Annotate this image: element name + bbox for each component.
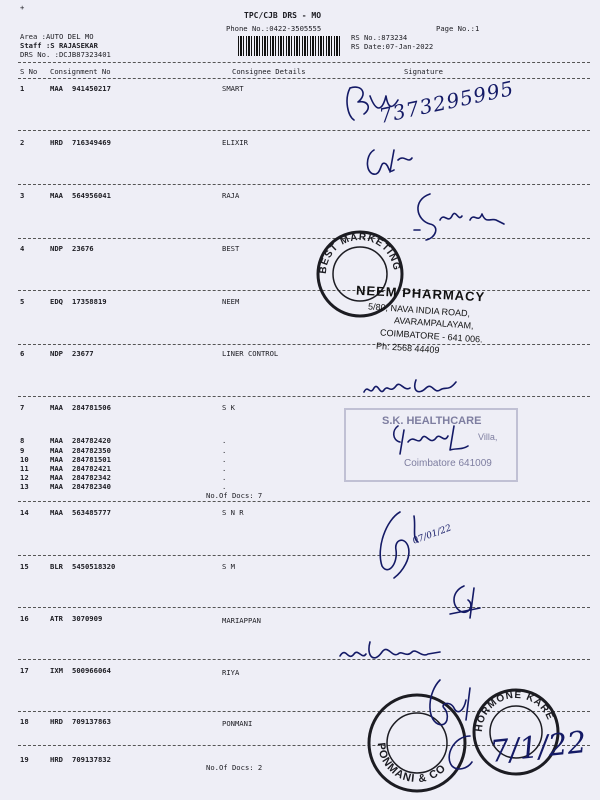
row-consignee: S K bbox=[222, 403, 235, 412]
doc-count-group-1: No.Of Docs: 7 bbox=[206, 491, 263, 500]
rs-number: RS No.:873234 bbox=[351, 33, 408, 42]
row-divider bbox=[18, 659, 590, 660]
row-number: 716349469 bbox=[72, 138, 111, 147]
row-sno: 11 bbox=[20, 464, 29, 473]
row-code: MAA bbox=[50, 436, 63, 445]
row-sno: 4 bbox=[20, 244, 25, 253]
row-consignee: S N R bbox=[222, 508, 244, 517]
row-number: 284781501 bbox=[72, 455, 111, 464]
svg-text:HORMONE KARE: HORMONE KARE bbox=[473, 689, 556, 733]
row-consignee: S M bbox=[222, 562, 235, 571]
page-number: Page No.:1 bbox=[436, 24, 480, 33]
signature-row-15 bbox=[440, 582, 490, 622]
row-sno: 10 bbox=[20, 455, 29, 464]
neem-stamp-address-3: COIMBATORE - 641 006. bbox=[379, 327, 483, 345]
row-sno: 13 bbox=[20, 482, 29, 491]
row-consignee: LINER CONTROL bbox=[222, 349, 279, 358]
row-divider bbox=[18, 184, 590, 185]
row-sno: 19 bbox=[20, 755, 29, 764]
row-code: MAA bbox=[50, 464, 63, 473]
row-sno: 7 bbox=[20, 403, 25, 412]
row-code: IXM bbox=[50, 666, 63, 675]
report-title: TPC/CJB DRS - MO bbox=[244, 11, 322, 20]
drs-number: DRS No. :DCJB87323401 bbox=[20, 50, 111, 59]
signature-row-2 bbox=[360, 142, 420, 182]
row-consignee: . bbox=[222, 455, 227, 464]
row-consignee: . bbox=[222, 446, 227, 455]
row-sno: 2 bbox=[20, 138, 25, 147]
doc-count-group-2: No.Of Docs: 2 bbox=[206, 763, 263, 772]
row-sno: 1 bbox=[20, 84, 25, 93]
row-number: 564956041 bbox=[72, 191, 111, 200]
row-sno: 16 bbox=[20, 614, 29, 623]
row-consignee: . bbox=[222, 473, 227, 482]
row-sno: 5 bbox=[20, 297, 25, 306]
staff: Staff :S RAJASEKAR bbox=[20, 41, 98, 50]
column-signature: Signature bbox=[404, 67, 443, 76]
row-number: 23676 bbox=[72, 244, 94, 253]
row-code: NDP bbox=[50, 244, 63, 253]
row-number: 284781506 bbox=[72, 403, 111, 412]
row-divider bbox=[18, 501, 590, 502]
row-code: MAA bbox=[50, 482, 63, 491]
row-code: BLR bbox=[50, 562, 63, 571]
signature-row-18 bbox=[440, 730, 480, 774]
signature-row-7 bbox=[388, 420, 488, 460]
row-code: NDP bbox=[50, 349, 63, 358]
row-number: 709137832 bbox=[72, 755, 111, 764]
row-consignee: SMART bbox=[222, 84, 244, 93]
page-corner-mark: + bbox=[20, 3, 25, 12]
signature-row-16 bbox=[336, 636, 446, 668]
row-sno: 12 bbox=[20, 473, 29, 482]
row-consignee: RAJA bbox=[222, 191, 240, 200]
rs-date: RS Date:07-Jan-2022 bbox=[351, 42, 434, 51]
row-number: 500966064 bbox=[72, 666, 111, 675]
row-sno: 9 bbox=[20, 446, 25, 455]
row-code: HRD bbox=[50, 138, 63, 147]
row-sno: 17 bbox=[20, 666, 29, 675]
column-sno: S No bbox=[20, 67, 38, 76]
row-consignee: . bbox=[222, 482, 227, 491]
row-divider bbox=[18, 555, 590, 556]
header-divider bbox=[18, 62, 590, 63]
row-sno: 18 bbox=[20, 717, 29, 726]
row-code: HRD bbox=[50, 755, 63, 764]
row-consignee: NEEM bbox=[222, 297, 240, 306]
row-sno: 8 bbox=[20, 436, 25, 445]
signature-row-3 bbox=[400, 190, 520, 242]
row-sno: 6 bbox=[20, 349, 25, 358]
phone-number: Phone No.:0422-3505555 bbox=[226, 24, 322, 33]
neem-stamp-name: NEEM PHARMACY bbox=[355, 282, 486, 305]
neem-stamp-address-1: 5/80, NAVA INDIA ROAD, bbox=[367, 301, 471, 319]
row-divider bbox=[18, 344, 590, 345]
row-sno: 15 bbox=[20, 562, 29, 571]
row-divider bbox=[18, 130, 590, 131]
neem-stamp-address-2: AVARAMPALAYAM, bbox=[393, 315, 474, 331]
row-code: MAA bbox=[50, 403, 63, 412]
row-consignee: PONMANI bbox=[222, 719, 253, 728]
row-divider bbox=[18, 396, 590, 397]
row-number: 23677 bbox=[72, 349, 94, 358]
row-consignee: . bbox=[222, 464, 227, 473]
row-code: MAA bbox=[50, 455, 63, 464]
row-code: EDQ bbox=[50, 297, 63, 306]
row-number: 563485777 bbox=[72, 508, 111, 517]
row-number: 284782340 bbox=[72, 482, 111, 491]
handwritten-date-row-19: 7/1/22 bbox=[488, 725, 589, 770]
row-number: 17358819 bbox=[72, 297, 107, 306]
sk-stamp-address-2: Coimbatore 641009 bbox=[404, 458, 492, 469]
row-number: 284782421 bbox=[72, 464, 111, 473]
row-consignee: . bbox=[222, 436, 227, 445]
row-divider bbox=[18, 290, 590, 291]
barcode bbox=[238, 36, 342, 56]
row-sno: 3 bbox=[20, 191, 25, 200]
sk-stamp-address-1: Villa, bbox=[478, 432, 498, 442]
row-divider bbox=[18, 607, 590, 608]
svg-text:BEST MARKETING SERVICE: BEST MARKETING SERVICE bbox=[309, 220, 403, 276]
row-number: 284782342 bbox=[72, 473, 111, 482]
row-consignee: RIYA bbox=[222, 668, 240, 677]
row-number: 5450518320 bbox=[72, 562, 116, 571]
row-code: MAA bbox=[50, 508, 63, 517]
row-code: MAA bbox=[50, 473, 63, 482]
handwritten-phone-number: 7373295995 bbox=[377, 75, 517, 129]
row-number: 284782350 bbox=[72, 446, 111, 455]
row-number: 709137863 bbox=[72, 717, 111, 726]
row-consignee: MARIAPPAN bbox=[222, 616, 261, 625]
area: Area :AUTO DEL MO bbox=[20, 32, 94, 41]
row-consignee: BEST bbox=[222, 244, 240, 253]
row-number: 3070909 bbox=[72, 614, 103, 623]
row-sno: 14 bbox=[20, 508, 29, 517]
row-code: HRD bbox=[50, 717, 63, 726]
row-code: MAA bbox=[50, 84, 63, 93]
signature-row-17 bbox=[420, 674, 480, 734]
row-code: MAA bbox=[50, 446, 63, 455]
signature-row-6 bbox=[360, 372, 464, 402]
row-number: 284782420 bbox=[72, 436, 111, 445]
handwritten-date-row-14: 07/01/22 bbox=[411, 523, 453, 547]
row-number: 941450217 bbox=[72, 84, 111, 93]
column-consignee: Consignee Details bbox=[232, 67, 306, 76]
svg-text:PONMANI & CO: PONMANI & CO bbox=[374, 742, 449, 786]
sk-stamp-name: S.K. HEALTHCARE bbox=[382, 415, 482, 427]
row-code: ATR bbox=[50, 614, 63, 623]
neem-stamp-phone: Ph: 2568 44409 bbox=[375, 340, 440, 356]
column-consignment: Consignment No bbox=[50, 67, 111, 76]
row-consignee: ELIXIR bbox=[222, 138, 248, 147]
row-code: MAA bbox=[50, 191, 63, 200]
